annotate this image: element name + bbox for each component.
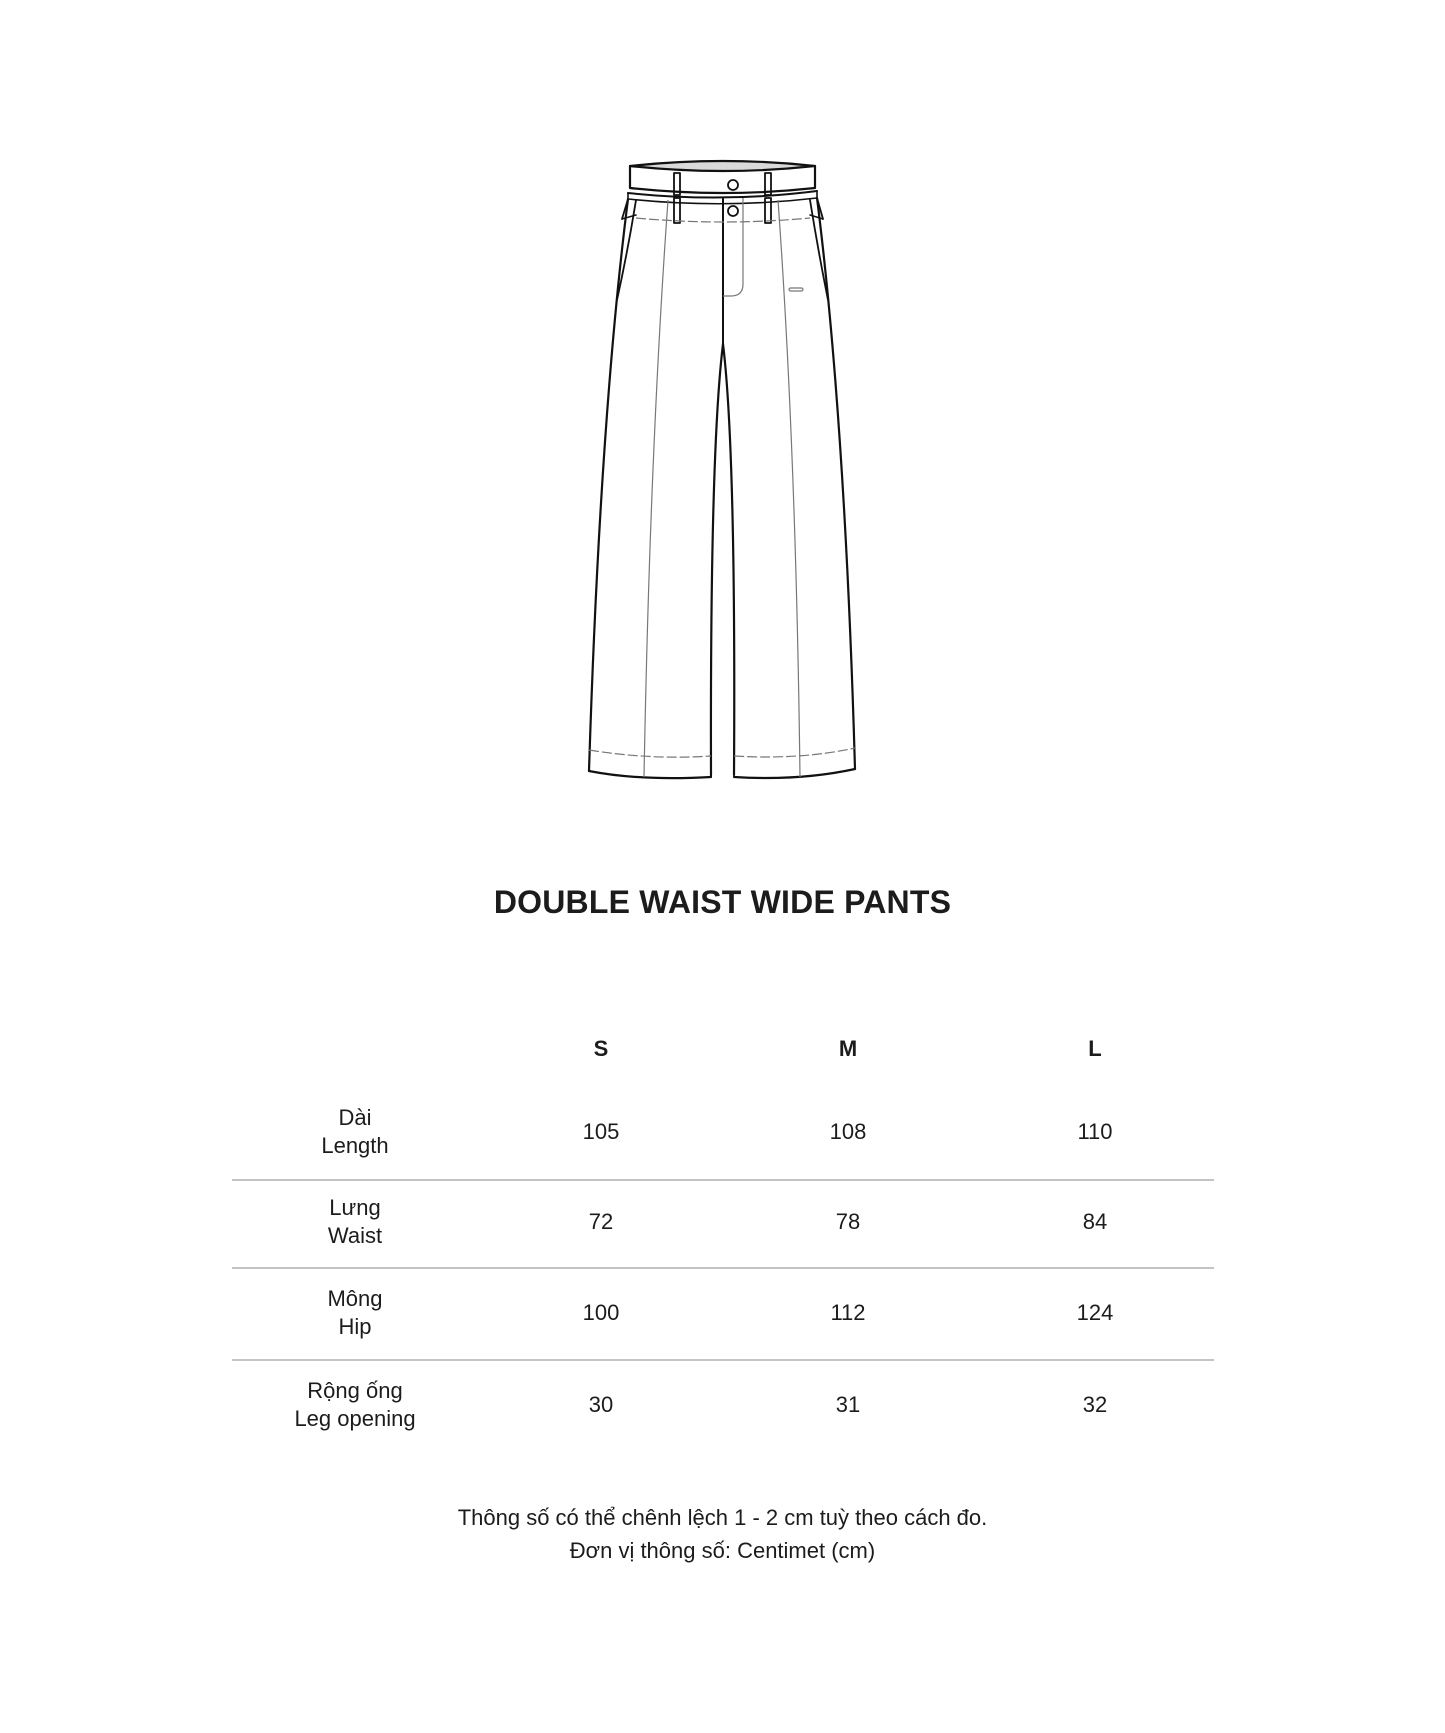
row-label-vi: Lưng [329, 1195, 381, 1220]
column-header-m: M [838, 1036, 858, 1061]
row-label-en: Waist [327, 1223, 383, 1248]
cell-s: 30 [588, 1392, 614, 1417]
cell-s: 72 [588, 1209, 614, 1234]
row-divider [232, 1267, 1214, 1269]
product-title: DOUBLE WAIST WIDE PANTS [493, 884, 952, 920]
measurement-tolerance-note: Thông số có thể chênh lệch 1 - 2 cm tuỳ theo cách đo. [457, 1505, 988, 1530]
cell-m: 112 [830, 1300, 866, 1325]
row-label-vi: Mông [327, 1286, 383, 1311]
cell-s: 105 [582, 1119, 620, 1144]
row-label [235, 1285, 475, 1341]
cell-l: 124 [1076, 1300, 1114, 1325]
row-label-en: Leg opening [294, 1406, 416, 1431]
row-label-vi: Rộng ống [307, 1378, 403, 1403]
cell-l: 32 [1082, 1392, 1108, 1417]
pants-technical-drawing-icon [560, 140, 900, 800]
cell-m: 31 [835, 1392, 861, 1417]
cell-l: 84 [1082, 1209, 1108, 1234]
column-header-l: L [1088, 1036, 1102, 1061]
row-label [235, 1194, 475, 1250]
row-label-en: Length [321, 1133, 389, 1158]
measurement-unit-note: Đơn vị thông số: Centimet (cm) [569, 1538, 876, 1563]
row-label-vi: Dài [338, 1105, 372, 1130]
row-divider [232, 1179, 1214, 1181]
cell-s: 100 [582, 1300, 620, 1325]
cell-m: 108 [829, 1119, 867, 1144]
cell-l: 110 [1077, 1119, 1113, 1144]
row-label-en: Hip [338, 1314, 372, 1339]
column-header-s: S [593, 1036, 609, 1061]
row-divider [232, 1359, 1214, 1361]
row-label [235, 1104, 475, 1160]
row-label [235, 1377, 475, 1433]
pants-drawing [560, 140, 900, 800]
cell-m: 78 [835, 1209, 861, 1234]
